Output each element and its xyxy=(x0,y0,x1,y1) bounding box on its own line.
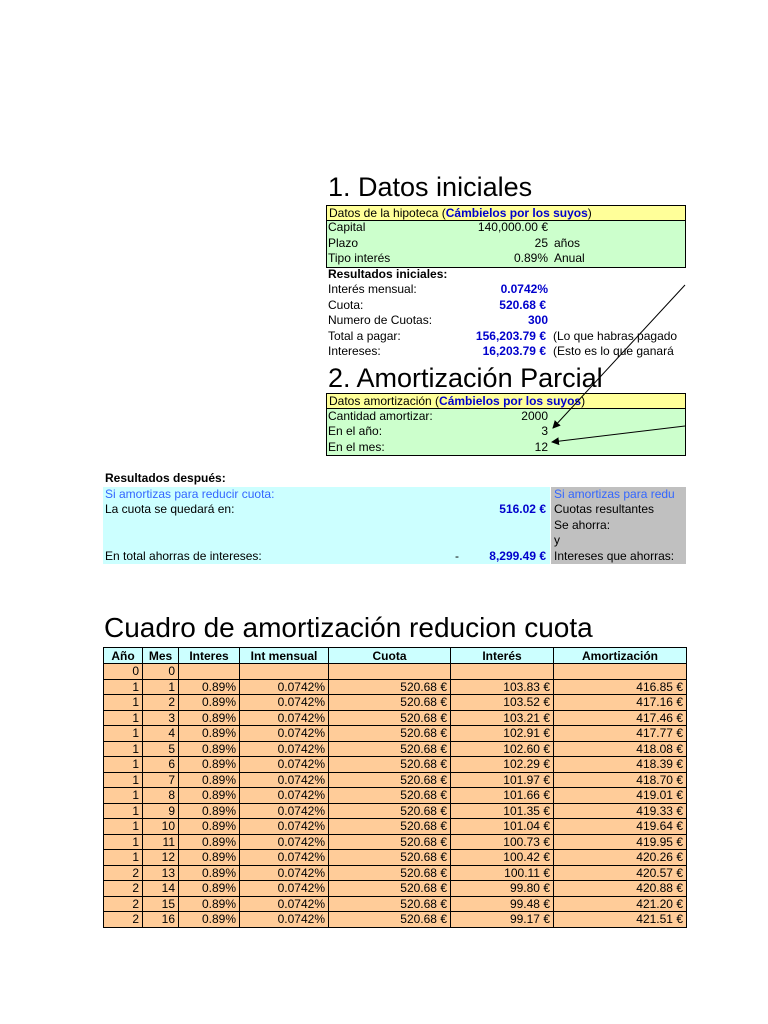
cell-interes: 0.89% xyxy=(179,695,240,711)
total-value: 156,203.79 € xyxy=(475,329,546,343)
cell-int-mensual: 0.0742% xyxy=(240,726,329,742)
table-header-row xyxy=(104,648,687,664)
cell-anio: 1 xyxy=(104,757,143,773)
cell-mes: 12 xyxy=(143,850,179,866)
interes-mensual-label: Interés mensual: xyxy=(328,282,417,296)
amortization-table xyxy=(103,647,687,928)
cell-cuota: 520.68 € xyxy=(329,896,451,912)
table-row xyxy=(104,865,687,881)
cell-interes: 0.89% xyxy=(179,834,240,850)
cell-mes: 13 xyxy=(143,865,179,881)
cell-anio: 2 xyxy=(104,881,143,897)
reduce-cuota-header: Si amortizas para reducir cuota: xyxy=(105,487,275,501)
cell-mes: 2 xyxy=(143,695,179,711)
ahorro-value: 8,299.49 € xyxy=(489,549,546,563)
table-row xyxy=(104,881,687,897)
cell-int-mensual: 0.0742% xyxy=(240,741,329,757)
cell-interes: 0.89% xyxy=(179,850,240,866)
cell-amortizacion xyxy=(554,664,687,680)
cell-mes: 1 xyxy=(143,679,179,695)
cell-interes: 0.89% xyxy=(179,679,240,695)
section1-title: 1. Datos iniciales xyxy=(328,172,533,202)
table-row xyxy=(104,710,687,726)
y-label: y xyxy=(554,533,560,547)
table-row xyxy=(104,912,687,928)
cell-int-mensual: 0.0742% xyxy=(240,896,329,912)
table-title: Cuadro de amortización reducion cuota xyxy=(104,612,593,643)
intereses-value: 16,203.79 € xyxy=(482,344,546,358)
cell-interes: 0.89% xyxy=(179,803,240,819)
cell-amortizacion: 420.88 € xyxy=(554,881,687,897)
cell-cuota: 520.68 € xyxy=(329,803,451,819)
cell-mes: 7 xyxy=(143,772,179,788)
cell-anio: 2 xyxy=(104,865,143,881)
cell-mes: 11 xyxy=(143,834,179,850)
anio-label: En el año: xyxy=(328,424,383,438)
cell-cuota: 520.68 € xyxy=(329,788,451,804)
resultados-iniciales-title: Resultados iniciales: xyxy=(328,267,448,281)
cell-amortizacion: 417.46 € xyxy=(554,710,687,726)
col-header-interes: Interes xyxy=(179,648,240,664)
cell-int-mensual: 0.0742% xyxy=(240,788,329,804)
cell-mes: 4 xyxy=(143,726,179,742)
table-row xyxy=(104,788,687,804)
cell-cuota: 520.68 € xyxy=(329,772,451,788)
cell-int-mensual: 0.0742% xyxy=(240,679,329,695)
cell-interes-amount: 102.60 € xyxy=(451,741,554,757)
tipo-unit: Anual xyxy=(554,251,585,265)
arrow-to-mes xyxy=(552,426,685,442)
capital-label: Capital xyxy=(328,220,366,234)
cuota-quedara-value: 516.02 € xyxy=(499,502,546,516)
cell-anio: 1 xyxy=(104,695,143,711)
hipoteca-header-prefix: Datos de la hipoteca ( xyxy=(329,206,446,220)
capital-row xyxy=(328,220,684,235)
cell-mes: 10 xyxy=(143,819,179,835)
cell-anio: 1 xyxy=(104,710,143,726)
cell-anio: 1 xyxy=(104,741,143,757)
cell-amortizacion: 418.70 € xyxy=(554,772,687,788)
cell-interes-amount: 101.04 € xyxy=(451,819,554,835)
col-header-int-mensual: Int mensual xyxy=(240,648,329,664)
plazo-label: Plazo xyxy=(328,236,359,250)
cell-amortizacion: 419.33 € xyxy=(554,803,687,819)
ahorro-label: En total ahorras de intereses: xyxy=(105,549,262,563)
num-cuotas-label: Numero de Cuotas: xyxy=(328,313,433,327)
intereses-ahorras-label: Intereses que ahorras: xyxy=(554,549,675,563)
plazo-unit: años xyxy=(554,236,581,250)
table-row xyxy=(104,726,687,742)
anio-value[interactable]: 3 xyxy=(541,424,548,438)
cell-int-mensual: 0.0742% xyxy=(240,710,329,726)
tipo-row xyxy=(328,251,684,266)
cell-cuota: 520.68 € xyxy=(329,850,451,866)
total-note: (Lo que habras pagado xyxy=(553,329,678,343)
cuotas-resultantes-label: Cuotas resultantes xyxy=(554,502,655,516)
cell-int-mensual: 0.0742% xyxy=(240,757,329,773)
cell-anio: 2 xyxy=(104,912,143,928)
num-cuotas-value: 300 xyxy=(527,313,548,327)
table-row xyxy=(104,819,687,835)
cell-cuota: 520.68 € xyxy=(329,865,451,881)
cell-mes: 6 xyxy=(143,757,179,773)
cell-anio: 1 xyxy=(104,819,143,835)
cell-amortizacion: 421.51 € xyxy=(554,912,687,928)
hipoteca-header xyxy=(326,205,686,221)
cell-amortizacion: 421.20 € xyxy=(554,896,687,912)
cell-int-mensual: 0.0742% xyxy=(240,819,329,835)
tipo-value[interactable]: 0.89% xyxy=(513,251,548,265)
cell-interes: 0.89% xyxy=(179,896,240,912)
cell-interes-amount: 101.97 € xyxy=(451,772,554,788)
hipoteca-header-link[interactable]: Cámbielos por los suyos xyxy=(445,206,588,220)
cell-interes-amount: 100.42 € xyxy=(451,850,554,866)
cell-interes: 0.89% xyxy=(179,819,240,835)
cell-int-mensual: 0.0742% xyxy=(240,834,329,850)
cell-mes: 5 xyxy=(143,741,179,757)
cell-cuota: 520.68 € xyxy=(329,726,451,742)
table-row xyxy=(104,757,687,773)
cell-int-mensual: 0.0742% xyxy=(240,772,329,788)
cuota-label: Cuota: xyxy=(328,298,364,312)
cuota-value: 520.68 € xyxy=(499,298,546,312)
cell-interes: 0.89% xyxy=(179,912,240,928)
cell-cuota: 520.68 € xyxy=(329,881,451,897)
cell-mes: 16 xyxy=(143,912,179,928)
col-header-anio: Año xyxy=(104,648,143,664)
cell-interes xyxy=(179,664,240,680)
cell-anio: 1 xyxy=(104,726,143,742)
cell-mes: 8 xyxy=(143,788,179,804)
plazo-value[interactable]: 25 xyxy=(534,236,548,250)
table-row xyxy=(104,896,687,912)
plazo-row xyxy=(328,236,684,251)
cell-amortizacion: 419.64 € xyxy=(554,819,687,835)
cell-cuota: 520.68 € xyxy=(329,912,451,928)
arrow-annotations xyxy=(540,280,690,450)
cell-cuota: 520.68 € xyxy=(329,710,451,726)
cell-anio: 1 xyxy=(104,679,143,695)
cell-int-mensual: 0.0742% xyxy=(240,881,329,897)
cell-interes-amount: 102.29 € xyxy=(451,757,554,773)
col-header-cuota: Cuota xyxy=(329,648,451,664)
cell-interes: 0.89% xyxy=(179,741,240,757)
cuota-quedara-label: La cuota se quedará en: xyxy=(105,502,235,516)
cantidad-label: Cantidad amortizar: xyxy=(328,409,433,423)
table-row xyxy=(104,664,687,680)
reduce-plazo-header: Si amortizas para redu xyxy=(554,487,675,501)
cell-mes: 9 xyxy=(143,803,179,819)
cell-amortizacion: 419.95 € xyxy=(554,834,687,850)
resultados-despues-title: Resultados después: xyxy=(105,471,226,485)
cell-interes-amount: 103.21 € xyxy=(451,710,554,726)
cantidad-value[interactable]: 2000 xyxy=(521,409,548,423)
ahorro-dash: - xyxy=(455,549,459,563)
cell-anio: 1 xyxy=(104,803,143,819)
amortizacion-header-prefix: Datos amortización ( xyxy=(329,394,440,408)
cell-interes: 0.89% xyxy=(179,881,240,897)
cell-int-mensual: 0.0742% xyxy=(240,850,329,866)
cell-mes: 3 xyxy=(143,710,179,726)
cell-int-mensual: 0.0742% xyxy=(240,912,329,928)
cell-interes: 0.89% xyxy=(179,710,240,726)
col-header-mes: Mes xyxy=(143,648,179,664)
mes-label: En el mes: xyxy=(328,440,385,454)
cell-int-mensual: 0.0742% xyxy=(240,803,329,819)
cell-cuota: 520.68 € xyxy=(329,695,451,711)
cell-interes: 0.89% xyxy=(179,757,240,773)
col-header-interes-amount: Interés xyxy=(451,648,554,664)
cell-amortizacion: 417.77 € xyxy=(554,726,687,742)
intereses-label: Intereses: xyxy=(328,344,381,358)
col-header-amortizacion: Amortización xyxy=(554,648,687,664)
cell-amortizacion: 420.26 € xyxy=(554,850,687,866)
cell-mes: 14 xyxy=(143,881,179,897)
cell-interes-amount: 99.48 € xyxy=(451,896,554,912)
hipoteca-header-suffix: ) xyxy=(587,206,592,220)
table-row xyxy=(104,834,687,850)
cell-interes: 0.89% xyxy=(179,865,240,881)
amortizacion-header-link[interactable]: Cámbielos por los suyos xyxy=(439,394,582,408)
cell-interes: 0.89% xyxy=(179,788,240,804)
cell-interes-amount: 100.73 € xyxy=(451,834,554,850)
cell-interes-amount: 99.80 € xyxy=(451,881,554,897)
cell-interes-amount xyxy=(451,664,554,680)
cell-cuota: 520.68 € xyxy=(329,757,451,773)
cell-int-mensual: 0.0742% xyxy=(240,865,329,881)
cell-interes-amount: 99.17 € xyxy=(451,912,554,928)
cell-mes: 15 xyxy=(143,896,179,912)
total-label: Total a pagar: xyxy=(328,329,401,343)
arrow-to-anio xyxy=(553,285,685,428)
capital-value[interactable]: 140,000.00 € xyxy=(477,220,548,234)
table-row xyxy=(104,803,687,819)
cell-interes: 0.89% xyxy=(179,772,240,788)
cell-amortizacion: 417.16 € xyxy=(554,695,687,711)
se-ahorra-label: Se ahorra: xyxy=(554,518,611,532)
cell-interes-amount: 102.91 € xyxy=(451,726,554,742)
cell-cuota xyxy=(329,664,451,680)
tipo-label: Tipo interés xyxy=(328,251,391,265)
cell-int-mensual xyxy=(240,664,329,680)
cell-interes: 0.89% xyxy=(179,726,240,742)
cell-anio: 1 xyxy=(104,788,143,804)
cell-interes-amount: 103.83 € xyxy=(451,679,554,695)
table-row xyxy=(104,850,687,866)
cell-mes: 0 xyxy=(143,664,179,680)
cell-interes-amount: 100.11 € xyxy=(451,865,554,881)
cell-interes-amount: 101.66 € xyxy=(451,788,554,804)
cell-anio: 1 xyxy=(104,834,143,850)
intereses-note: (Esto es lo que ganará xyxy=(553,344,674,358)
cell-amortizacion: 420.57 € xyxy=(554,865,687,881)
cell-interes-amount: 103.52 € xyxy=(451,695,554,711)
table-row xyxy=(104,695,687,711)
cell-cuota: 520.68 € xyxy=(329,834,451,850)
cell-interes-amount: 101.35 € xyxy=(451,803,554,819)
cell-anio: 2 xyxy=(104,896,143,912)
cell-amortizacion: 418.08 € xyxy=(554,741,687,757)
table-row xyxy=(104,679,687,695)
cell-int-mensual: 0.0742% xyxy=(240,695,329,711)
mes-value[interactable]: 12 xyxy=(534,440,548,454)
cell-cuota: 520.68 € xyxy=(329,741,451,757)
table-row xyxy=(104,741,687,757)
cell-anio: 0 xyxy=(104,664,143,680)
amortizacion-header-suffix: ) xyxy=(581,394,586,408)
cell-cuota: 520.68 € xyxy=(329,819,451,835)
section2-title: 2. Amortización Parcial xyxy=(328,363,603,393)
table-row xyxy=(104,772,687,788)
cell-cuota: 520.68 € xyxy=(329,679,451,695)
interes-mensual-value: 0.0742% xyxy=(500,282,548,296)
cell-anio: 1 xyxy=(104,772,143,788)
cell-amortizacion: 419.01 € xyxy=(554,788,687,804)
cell-amortizacion: 418.39 € xyxy=(554,757,687,773)
cell-anio: 1 xyxy=(104,850,143,866)
cell-amortizacion: 416.85 € xyxy=(554,679,687,695)
